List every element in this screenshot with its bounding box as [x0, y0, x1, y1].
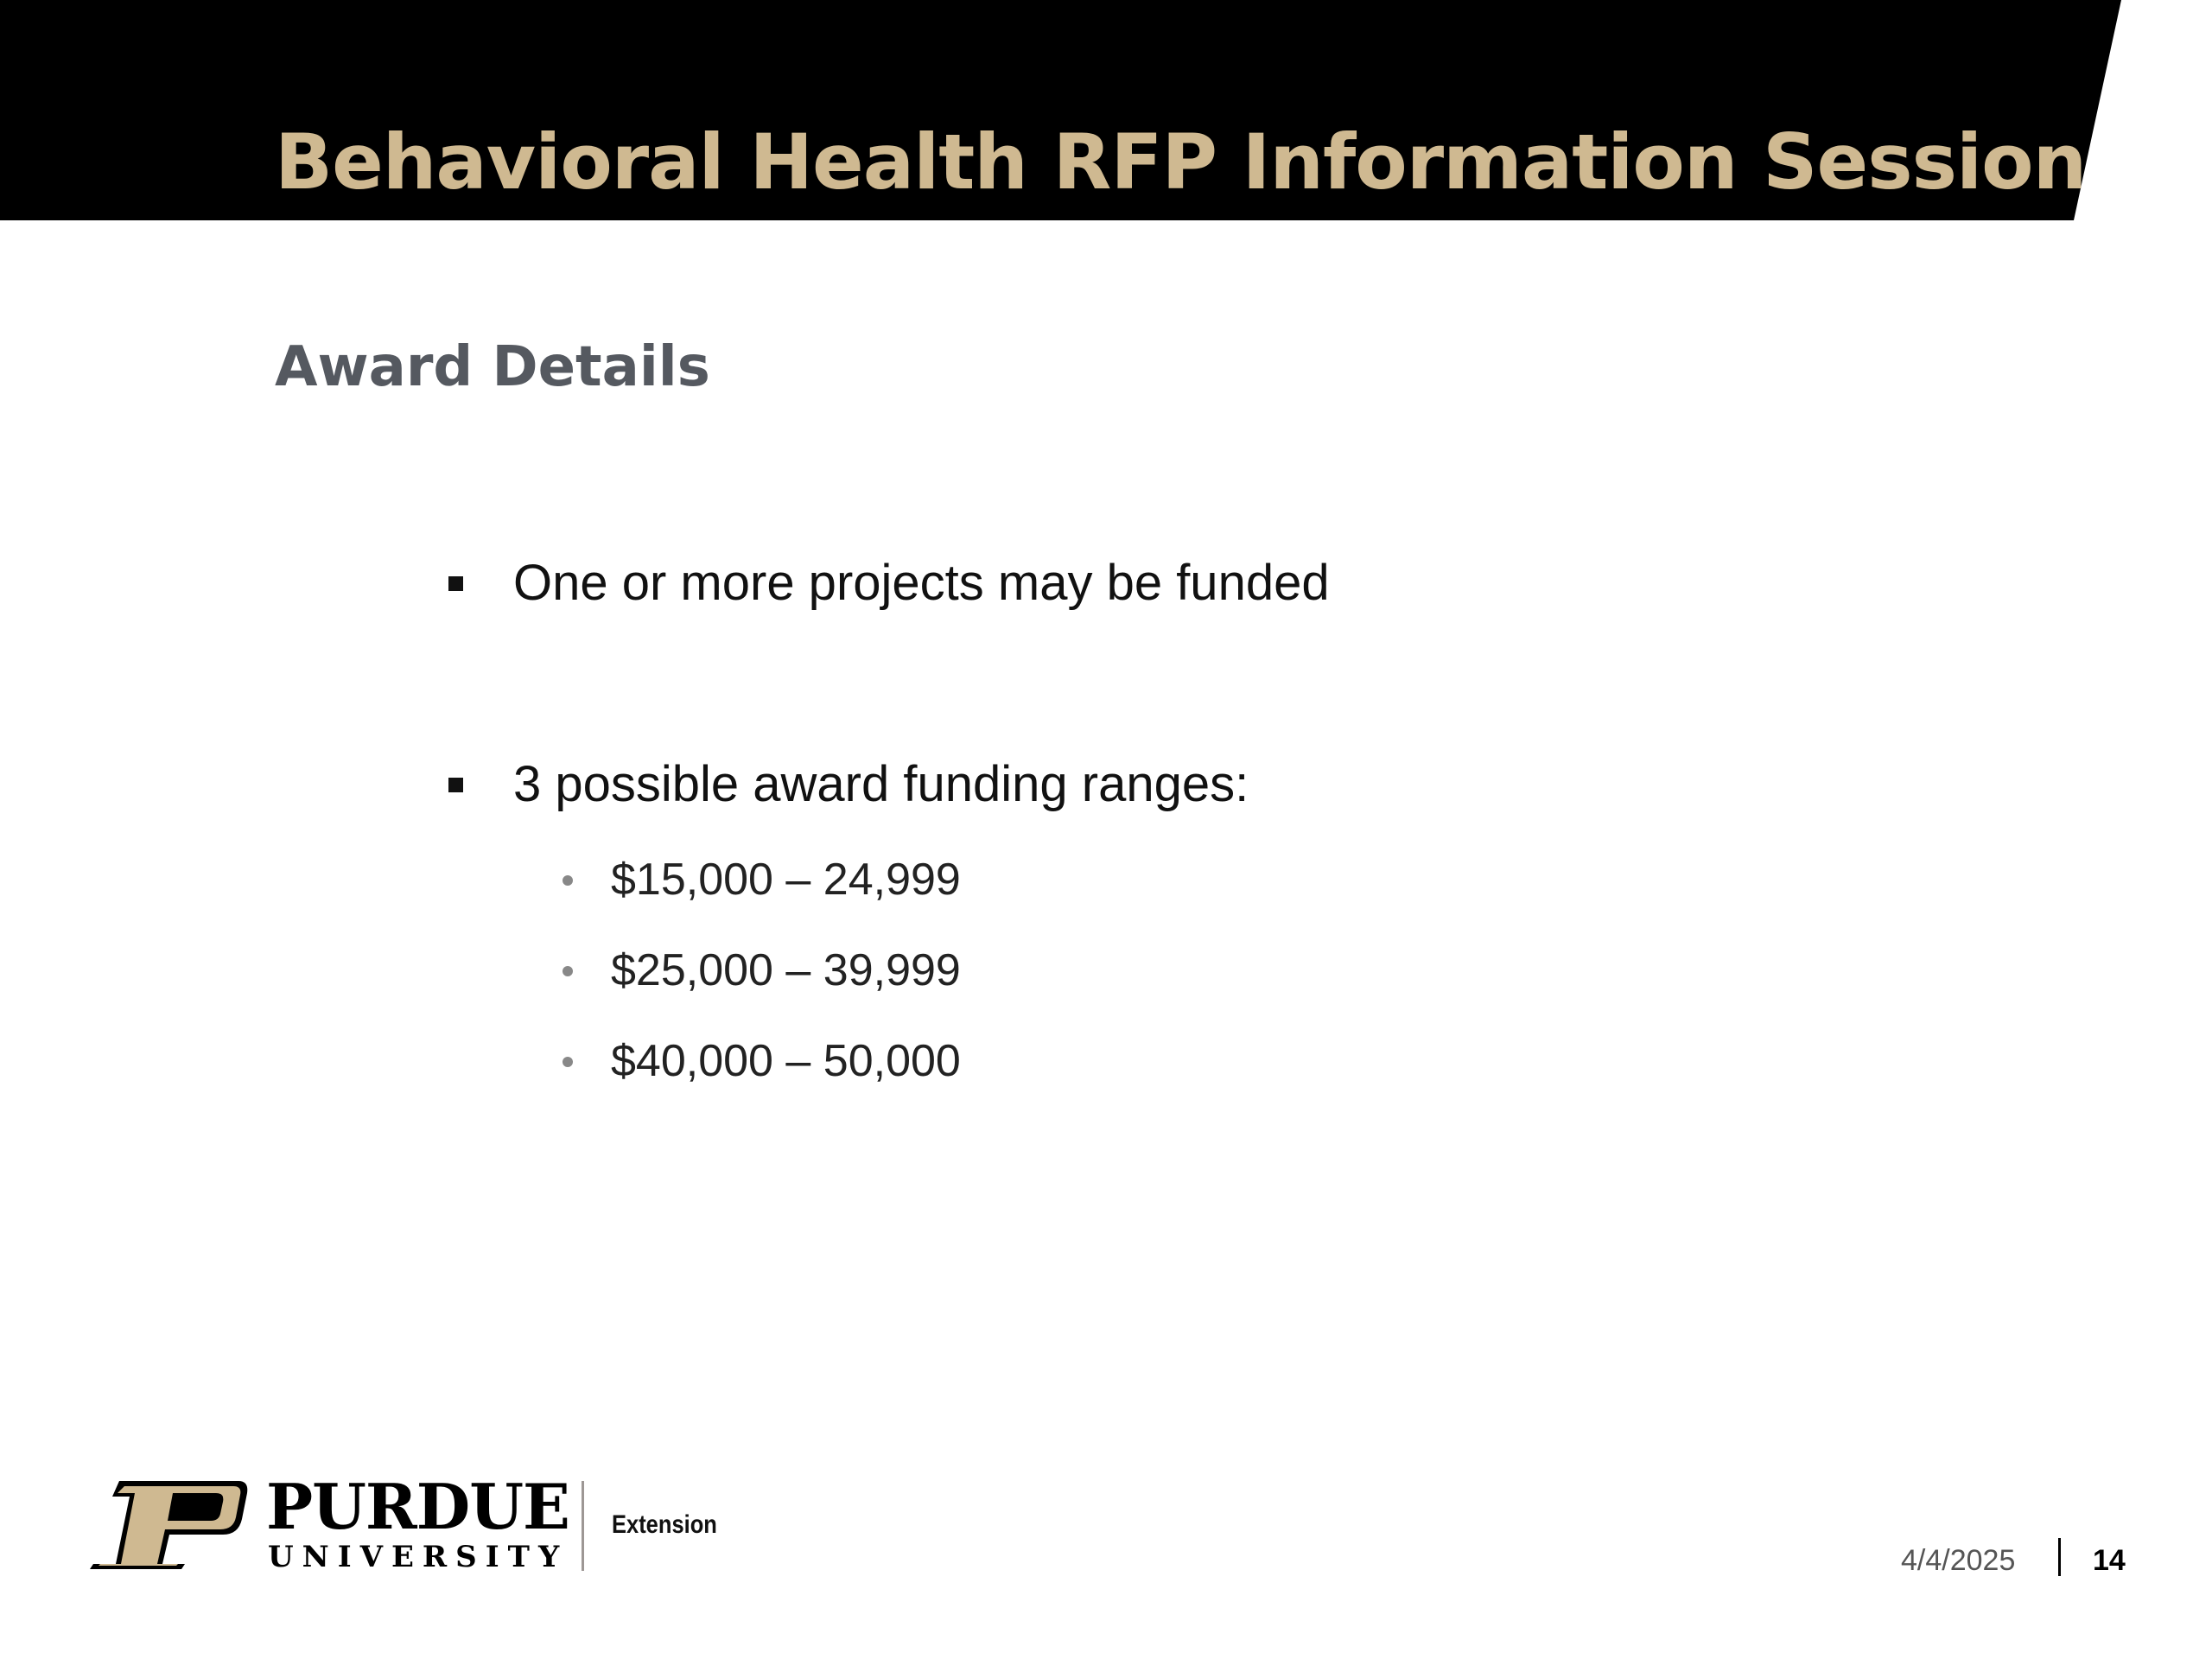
university-wordmark: UNIVERSITY [268, 1540, 569, 1574]
dot-bullet-icon [563, 1057, 573, 1067]
bullet-item [513, 754, 1249, 815]
sub-bullet-item [611, 1033, 961, 1089]
square-bullet-icon [448, 576, 463, 591]
sub-bullet-text: $15,000 – 24,999 [611, 855, 961, 905]
footer-divider [2058, 1538, 2061, 1576]
purdue-wordmark: PURDUE [266, 1470, 569, 1543]
bullet-text: One or more projects may be funded [513, 555, 1330, 611]
slide-title: Behavioral Health RFP Information Session [275, 118, 2087, 207]
extension-label: Extension [612, 1510, 717, 1539]
dot-bullet-icon [563, 966, 573, 976]
square-bullet-icon [448, 778, 463, 792]
sub-bullet-item [611, 852, 961, 907]
dot-bullet-icon [563, 875, 573, 886]
purdue-p-logo-icon [86, 1478, 251, 1573]
sub-bullet-item [611, 943, 961, 998]
sub-bullet-text: $40,000 – 50,000 [611, 1036, 961, 1086]
purdue-logo [86, 1470, 570, 1574]
sub-bullet-text: $25,000 – 39,999 [611, 945, 961, 995]
bullet-text: 3 possible award funding ranges: [513, 756, 1249, 812]
page-number: 14 [2093, 1544, 2126, 1577]
logo-divider [582, 1481, 584, 1571]
section-heading: Award Details [275, 335, 710, 399]
footer-date: 4/4/2025 [1901, 1544, 2016, 1577]
bullet-item [513, 553, 1330, 613]
